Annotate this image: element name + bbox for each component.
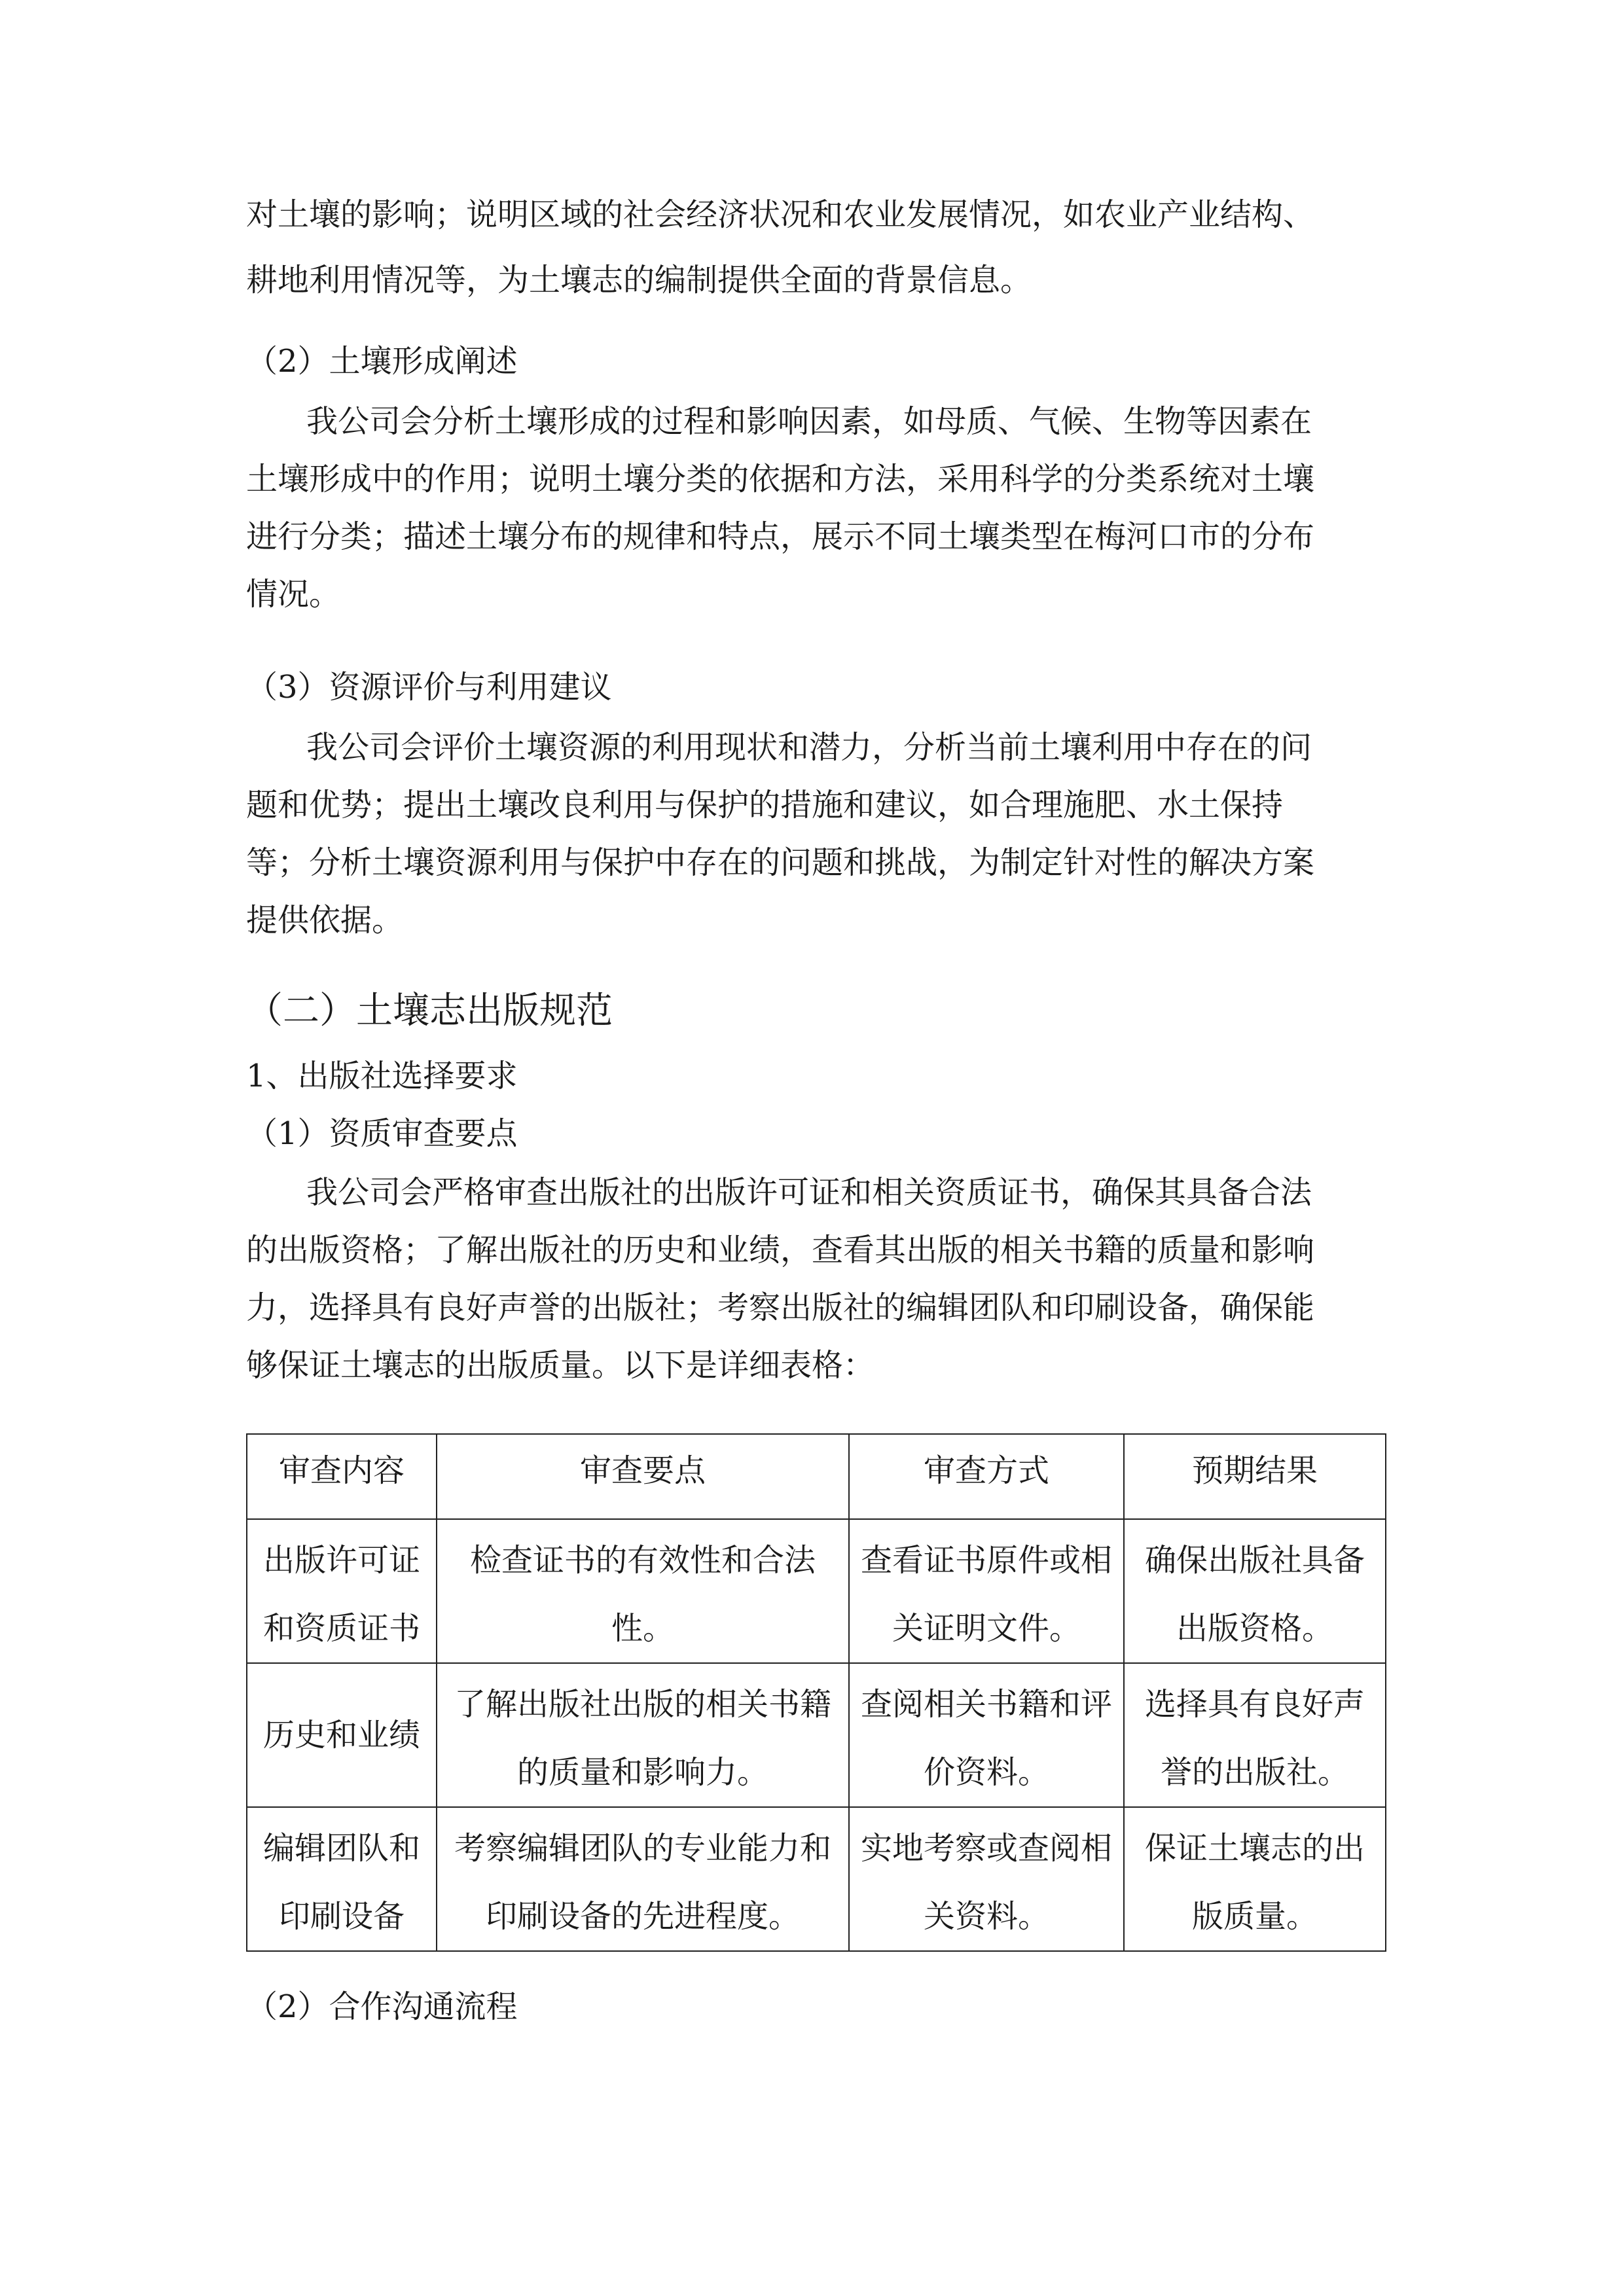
header-cell: 审查方式 — [849, 1434, 1124, 1519]
table-cell-point — [437, 1519, 849, 1663]
cell-line: 检查证书的有效性和合法 — [469, 1542, 816, 1579]
section-2-line-4: 情况。 — [246, 576, 341, 613]
table-row — [247, 1807, 1386, 1951]
section-3-line-1: 我公司会评价土壤资源的利用现状和潜力，分析当前土壤利用中存在的问 — [306, 729, 1312, 766]
table-cell-content — [247, 1807, 437, 1951]
cell-line: 历史和业绩 — [262, 1717, 420, 1753]
table-cell-method — [849, 1663, 1124, 1807]
cell-line: 关资料。 — [923, 1898, 1049, 1935]
cell-line: 出版资格。 — [1176, 1610, 1333, 1647]
chapter-heading: （二）土壤志出版规范 — [246, 990, 613, 1032]
review-line-1: 我公司会严格审查出版社的出版许可证和相关资质证书，确保其具备合法 — [306, 1174, 1312, 1211]
cell-line: 实地考察或查阅相 — [860, 1830, 1112, 1867]
table-header-row — [247, 1434, 1386, 1519]
section-3-heading: （3）资源评价与利用建议 — [246, 669, 612, 706]
cell-line: 编辑团队和 — [262, 1830, 420, 1867]
cell-line: 查看证书原件或相 — [860, 1542, 1112, 1579]
section-2-line-1: 我公司会分析土壤形成的过程和影响因素，如母质、气候、生物等因素在 — [306, 403, 1312, 440]
cell-line: 了解出版社出版的相关书籍 — [454, 1686, 831, 1723]
cell-line: 选择具有良好声 — [1144, 1686, 1365, 1723]
table-cell-method — [849, 1807, 1124, 1951]
cell-line: 价资料。 — [923, 1754, 1049, 1791]
intro-line-2: 耕地利用情况等，为土壤志的编制提供全面的背景信息。 — [246, 262, 1032, 298]
cell-line: 确保出版社具备 — [1144, 1542, 1365, 1579]
subchapter-heading: 1、出版社选择要求 — [246, 1058, 518, 1094]
header-cell: 预期结果 — [1124, 1434, 1386, 1519]
publisher-review-table — [246, 1433, 1386, 1952]
section-2-line-2: 土壤形成中的作用；说明土壤分类的依据和方法，采用科学的分类系统对土壤 — [246, 461, 1315, 497]
cell-line: 出版许可证 — [262, 1542, 420, 1579]
section-3-line-2: 题和优势；提出土壤改良利用与保护的措施和建议，如合理施肥、水土保持 — [246, 787, 1284, 823]
table-cell-content — [247, 1519, 437, 1663]
cell-line: 查阅相关书籍和评 — [860, 1686, 1112, 1723]
section-3-line-4: 提供依据。 — [246, 902, 404, 939]
table-cell-result — [1124, 1663, 1386, 1807]
table-cell-content — [247, 1663, 437, 1807]
review-line-3: 力，选择具有良好声誉的出版社；考察出版社的编辑团队和印刷设备，确保能 — [246, 1289, 1315, 1326]
cell-line: 版质量。 — [1191, 1898, 1318, 1935]
review-heading: （1）资质审查要点 — [246, 1115, 518, 1152]
cell-line: 和资质证书 — [262, 1610, 420, 1647]
cell-line: 印刷设备的先进程度。 — [485, 1898, 800, 1935]
cell-line: 保证土壤志的出 — [1144, 1830, 1365, 1867]
intro-line-1: 对土壤的影响；说明区域的社会经济状况和农业发展情况，如农业产业结构、 — [246, 196, 1315, 233]
cell-line: 印刷设备 — [278, 1898, 405, 1935]
section-2-line-3: 进行分类；描述土壤分布的规律和特点，展示不同土壤类型在梅河口市的分布 — [246, 518, 1315, 555]
review-line-2: 的出版资格；了解出版社的历史和业绩，查看其出版的相关书籍的质量和影响 — [246, 1232, 1315, 1268]
cell-line: 考察编辑团队的专业能力和 — [454, 1830, 831, 1867]
table-cell-result — [1124, 1519, 1386, 1663]
cell-line: 誉的出版社。 — [1160, 1754, 1349, 1791]
section-3-line-3: 等；分析土壤资源利用与保护中存在的问题和挑战，为制定针对性的解决方案 — [246, 844, 1315, 881]
cell-line: 的质量和影响力。 — [516, 1754, 768, 1791]
cell-line: 关证明文件。 — [892, 1610, 1081, 1647]
review-line-4: 够保证土壤志的出版质量。以下是详细表格： — [246, 1347, 875, 1384]
section-2-heading: （2）土壤形成阐述 — [246, 343, 518, 380]
table-cell-result — [1124, 1807, 1386, 1951]
header-cell: 审查内容 — [247, 1434, 437, 1519]
next-section-heading: （2）合作沟通流程 — [246, 1988, 518, 2025]
table-cell-point — [437, 1663, 849, 1807]
table-cell-method — [849, 1519, 1124, 1663]
table-cell-point — [437, 1807, 849, 1951]
table-row — [247, 1519, 1386, 1663]
cell-line: 性。 — [611, 1610, 674, 1647]
header-cell: 审查要点 — [437, 1434, 849, 1519]
table-row — [247, 1663, 1386, 1807]
